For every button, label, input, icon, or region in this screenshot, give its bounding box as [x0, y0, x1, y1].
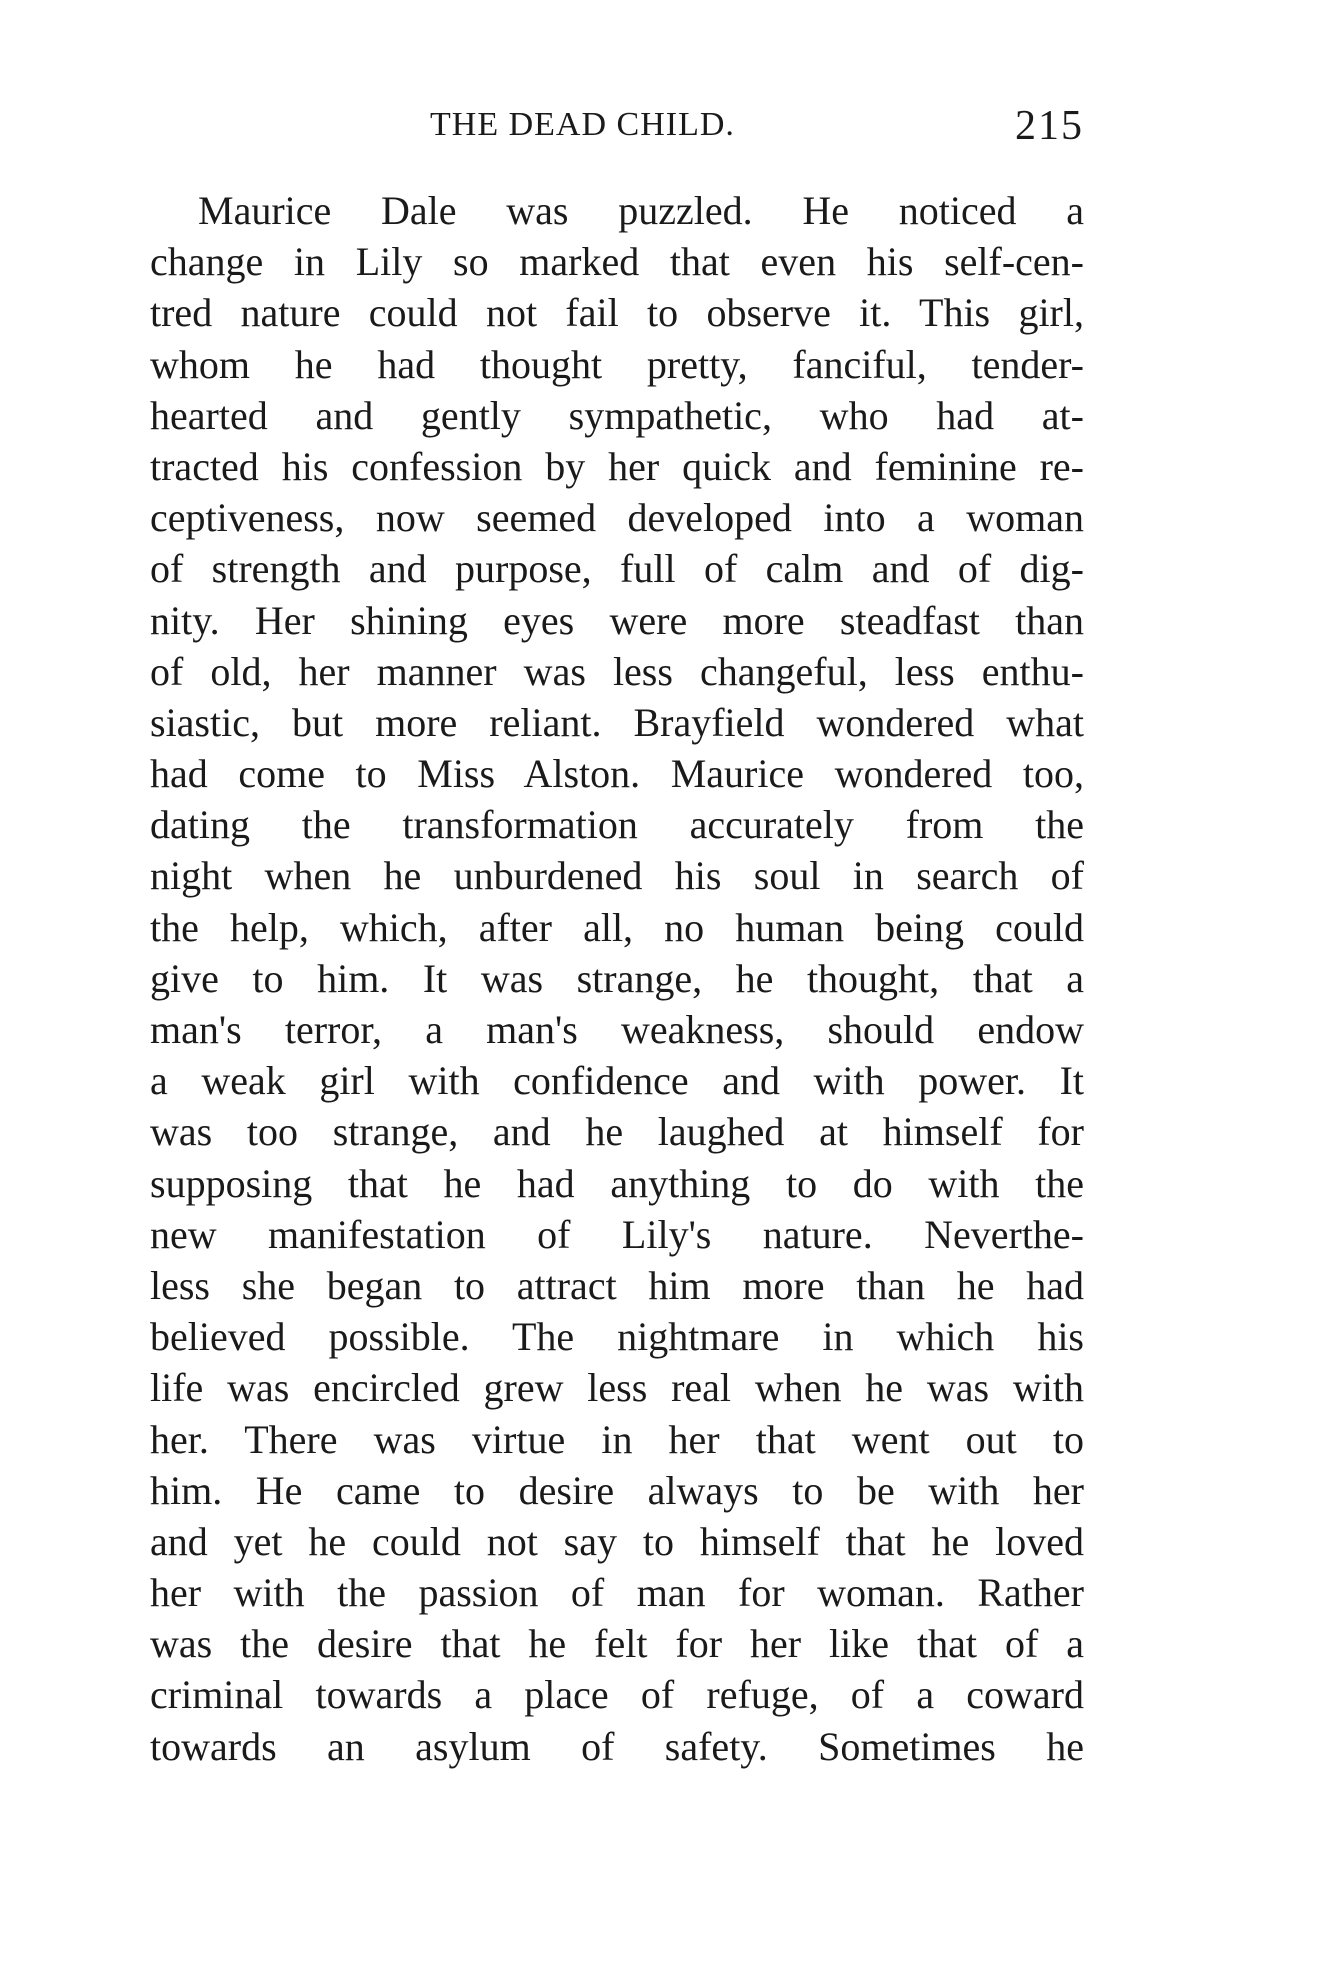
text-line: tracted his confession by her quick and feminine re-	[150, 443, 1084, 489]
text-line: give to him. It was strange, he thought, that a	[150, 955, 1084, 1001]
text-line: tred nature could not fail to observe it. This girl,	[150, 290, 1084, 336]
running-title: THE DEAD CHILD.	[430, 106, 735, 143]
text-line: night when he unburdened his soul in search of	[150, 853, 1084, 899]
page-number: 215	[1015, 103, 1084, 149]
text-line: ceptiveness, now seemed developed into a woman	[150, 495, 1084, 541]
text-line: towards an asylum of safety. Sometimes he	[150, 1723, 1084, 1769]
text-line: a weak girl with confidence and with power. It	[150, 1058, 1084, 1104]
text-line: less she began to attract him more than he had	[150, 1262, 1084, 1308]
text-line: of old, her manner was less changeful, less enthu-	[150, 648, 1084, 694]
text-line: him. He came to desire always to be with her	[150, 1467, 1084, 1513]
text-line: was too strange, and he laughed at himself for	[150, 1109, 1084, 1155]
text-line: man's terror, a man's weakness, should endow	[150, 1007, 1084, 1052]
running-head	[150, 103, 1084, 166]
text-line: supposing that he had anything to do with the	[150, 1160, 1084, 1206]
text-line: nity. Her shining eyes were more steadfast than	[150, 597, 1084, 643]
text-line: dating the transformation accurately from the	[150, 802, 1084, 848]
text-line: of strength and purpose, full of calm and of dig-	[150, 546, 1084, 592]
text-line: criminal towards a place of refuge, of a coward	[150, 1672, 1084, 1718]
text-line: siastic, but more reliant. Brayfield wondered what	[150, 699, 1084, 745]
text-line: believed possible. The nightmare in which his	[150, 1314, 1084, 1360]
text-line: the help, which, after all, no human being could	[150, 904, 1084, 950]
text-line: and yet he could not say to himself that he loved	[150, 1518, 1084, 1564]
text-line: new manifestation of Lily's nature. Neverthe-	[150, 1211, 1084, 1257]
text-line: had come to Miss Alston. Maurice wondered too,	[150, 751, 1084, 797]
text-line: Maurice Dale was puzzled. He noticed a	[198, 188, 1084, 233]
text-line: her with the passion of man for woman. Rather	[150, 1570, 1084, 1616]
text-line: change in Lily so marked that even his self-cen-	[150, 239, 1084, 285]
text-line: hearted and gently sympathetic, who had at-	[150, 392, 1084, 438]
text-line: her. There was virtue in her that went out to	[150, 1416, 1084, 1462]
body-text	[150, 185, 1084, 1772]
text-line: life was encircled grew less real when he was with	[150, 1365, 1084, 1411]
text-line: was the desire that he felt for her like that of a	[150, 1621, 1084, 1667]
text-line: whom he had thought pretty, fanciful, tender-	[150, 341, 1084, 387]
